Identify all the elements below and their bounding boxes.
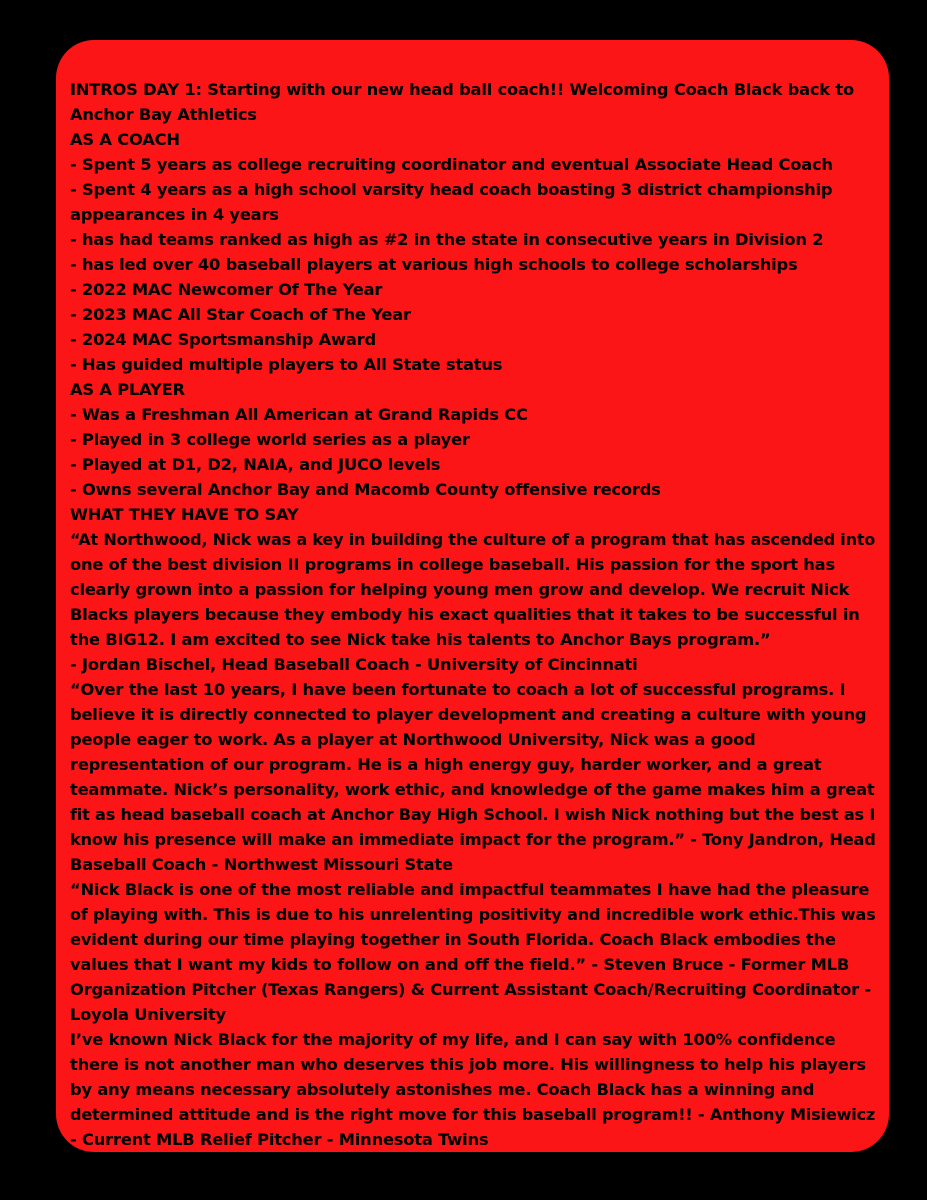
- text-line: fit as head baseball coach at Anchor Bay High School. I wish Nick nothing but the best as I: [70, 805, 876, 824]
- text-line: - has led over 40 baseball players at various high schools to college scholarships: [70, 255, 798, 274]
- text-line: evident during our time playing together in South Florida. Coach Black embodies the: [70, 930, 836, 949]
- text-line: - 2023 MAC All Star Coach of The Year: [70, 305, 411, 324]
- text-line: - 2022 MAC Newcomer Of The Year: [70, 280, 383, 299]
- text-line: clearly grown into a passion for helping young men grow and develop. We recruit Nick: [70, 580, 850, 599]
- text-line: the BIG12. I am excited to see Nick take his talents to Anchor Bays program.”: [70, 630, 771, 649]
- text-line: teammate. Nick’s personality, work ethic, and knowledge of the game makes him a great: [70, 780, 875, 799]
- text-line: - has had teams ranked as high as #2 in the state in consecutive years in Division 2: [70, 230, 824, 249]
- text-line: “Nick Black is one of the most reliable and impactful teammates I have had the pleasure: [70, 880, 870, 899]
- text-line: - Was a Freshman All American at Grand Rapids CC: [70, 405, 528, 424]
- text-line: Organization Pitcher (Texas Rangers) & Current Assistant Coach/Recruiting Coordinator -: [70, 980, 871, 999]
- text-line: AS A COACH: [70, 130, 180, 149]
- text-line: WHAT THEY HAVE TO SAY: [70, 505, 299, 524]
- text-line: values that I want my kids to follow on and off the field.” - Steven Bruce - Former MLB: [70, 955, 850, 974]
- text-line: - Current MLB Relief Pitcher - Minnesota Twins: [70, 1130, 489, 1149]
- text-line: - Has guided multiple players to All State status: [70, 355, 503, 374]
- text-line: I’ve known Nick Black for the majority of my life, and I can say with 100% confidence: [70, 1030, 836, 1049]
- text-line: know his presence will make an immediate impact for the program.” - Tony Jandron, Head: [70, 830, 876, 849]
- text-line: believe it is directly connected to player development and creating a culture with young: [70, 705, 867, 724]
- text-line: Baseball Coach - Northwest Missouri State: [70, 855, 453, 874]
- text-line: AS A PLAYER: [70, 380, 185, 399]
- text-line: Loyola University: [70, 1005, 226, 1024]
- text-line: - Owns several Anchor Bay and Macomb County offensive records: [70, 480, 661, 499]
- text-line: “At Northwood, Nick was a key in building the culture of a program that has ascended into: [70, 530, 876, 549]
- text-line: - 2024 MAC Sportsmanship Award: [70, 330, 376, 349]
- text-line: appearances in 4 years: [70, 205, 279, 224]
- text-line: of playing with. This is due to his unrelenting positivity and incredible work ethic.This was: [70, 905, 876, 924]
- text-line: by any means necessary absolutely astonishes me. Coach Black has a winning and: [70, 1080, 815, 1099]
- text-line: - Jordan Bischel, Head Baseball Coach - University of Cincinnati: [70, 655, 638, 674]
- text-line: “Over the last 10 years, I have been fortunate to coach a lot of successful programs. I: [70, 680, 846, 699]
- text-line: Blacks players because they embody his exact qualities that it takes to be successful in: [70, 605, 860, 624]
- text-line: - Played in 3 college world series as a player: [70, 430, 470, 449]
- text-line: people eager to work. As a player at Northwood University, Nick was a good: [70, 730, 756, 749]
- text-line: - Spent 4 years as a high school varsity head coach boasting 3 district championship: [70, 180, 833, 199]
- text-line: determined attitude and is the right move for this baseball program!! - Anthony Misiewicz: [70, 1105, 876, 1124]
- text-line: - Spent 5 years as college recruiting coordinator and eventual Associate Head Coach: [70, 155, 833, 174]
- announcement-card: [56, 40, 889, 1152]
- announcement-text: [70, 77, 875, 1152]
- text-line: representation of our program. He is a high energy guy, harder worker, and a great: [70, 755, 822, 774]
- text-line: - Played at D1, D2, NAIA, and JUCO levels: [70, 455, 441, 474]
- text-line: there is not another man who deserves this job more. His willingness to help his players: [70, 1055, 866, 1074]
- text-line: Anchor Bay Athletics: [70, 105, 257, 124]
- text-line: INTROS DAY 1: Starting with our new head ball coach!! Welcoming Coach Black back to: [70, 80, 854, 99]
- text-line: one of the best division II programs in college baseball. His passion for the sport has: [70, 555, 835, 574]
